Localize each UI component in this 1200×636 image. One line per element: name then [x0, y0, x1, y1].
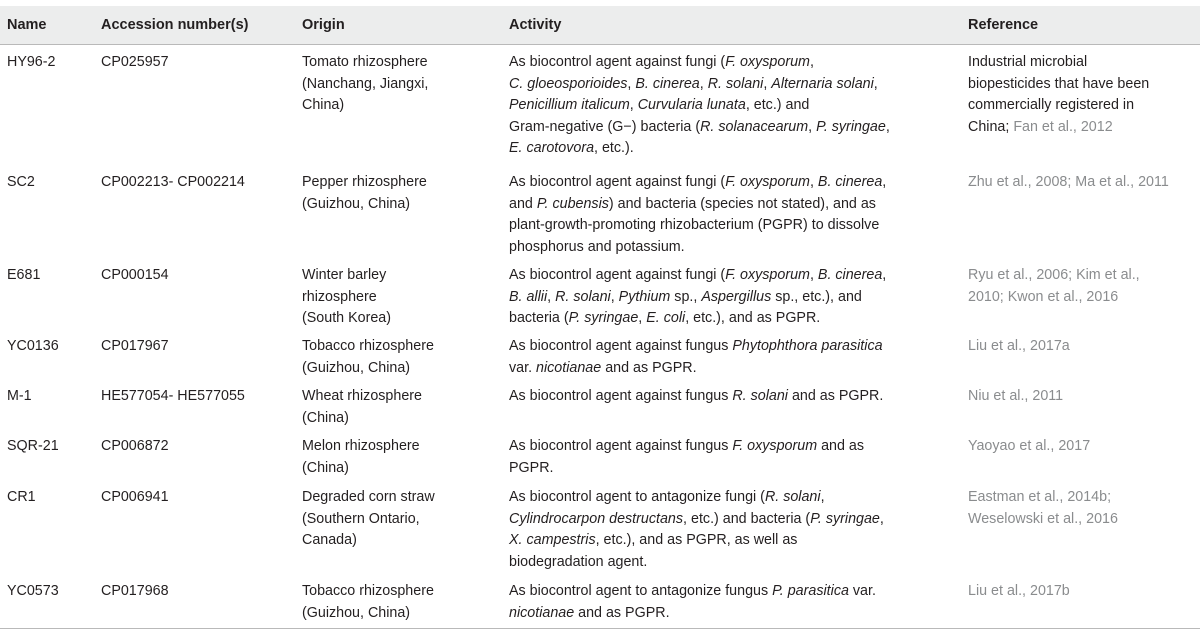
cell-line: Wheat rhizosphere [302, 388, 422, 404]
table-row [0, 336, 1200, 384]
cell-name: YC0573 [7, 583, 59, 599]
cell-line: Melon rhizosphere [302, 438, 420, 454]
cell-reference [968, 52, 1200, 138]
cell-line: As biocontrol agent against fungi (F. oxysporum, B. cinerea, [509, 267, 887, 283]
cell-line: biopesticides that have been [968, 75, 1150, 92]
cell-line: (Nanchang, Jiangxi, [302, 75, 429, 92]
cell-line: commercially registered in [968, 97, 1135, 113]
cell-origin [302, 487, 502, 552]
reference-link[interactable]: Fan et al., 2012 [1013, 118, 1113, 135]
cell-line: Ryu et al., 2006; Kim et al., [968, 267, 1140, 283]
cell-line: phosphorus and potassium. [509, 238, 685, 255]
table-header [0, 6, 1200, 44]
cell-name: M-1 [7, 388, 32, 404]
table-row [0, 386, 1200, 434]
cell-name: CR1 [7, 489, 36, 505]
cell-reference[interactable] [968, 265, 1200, 308]
cell-accession: CP025957 [101, 54, 169, 70]
header-origin: Origin [302, 17, 345, 33]
table-bottom-rule [0, 628, 1200, 629]
cell-accession: CP017967 [101, 338, 169, 354]
cell-reference[interactable] [968, 336, 1200, 358]
table-row [0, 487, 1200, 579]
cell-line: E. carotovora, etc.). [509, 140, 634, 156]
cell-line: As biocontrol agent to antagonize fungi (R. solani, [509, 489, 825, 505]
header-rule [0, 44, 1200, 45]
cell-line: and P. cubensis) and bacteria (species not stated), and as [509, 195, 876, 212]
cell-line: Degraded corn straw [302, 489, 435, 505]
cell-accession: CP002213- CP002214 [101, 174, 245, 190]
cell-line: Eastman et al., 2014b; [968, 489, 1112, 505]
cell-line: Cylindrocarpon destructans, etc.) and bacteria (P. syringae, [509, 510, 884, 527]
cell-origin [302, 52, 502, 117]
cell-line: bacteria (P. syringae, E. coli, etc.), and as PGPR. [509, 310, 821, 326]
table-row [0, 52, 1200, 168]
cell-line: Niu et al., 2011 [968, 388, 1064, 404]
cell-line: Winter barley [302, 267, 387, 283]
cell-line: nicotianae and as PGPR. [509, 604, 670, 621]
cell-line: X. campestris, etc.), and as PGPR, as well as [509, 532, 798, 548]
header-name: Name [7, 17, 47, 33]
cell-line: As biocontrol agent to antagonize fungus P. parasitica var. [509, 583, 876, 599]
cell-line: Tomato rhizosphere [302, 54, 428, 70]
cell-line: 2010; Kwon et al., 2016 [968, 288, 1119, 305]
reference-prefix: China; [968, 118, 1014, 135]
cell-line: C. gloeosporioides, B. cinerea, R. solani, Alternaria solani, [509, 75, 878, 92]
cell-accession: CP006872 [101, 438, 169, 454]
cell-name: SC2 [7, 174, 35, 190]
cell-reference[interactable] [968, 581, 1200, 603]
cell-line: As biocontrol agent against fungus R. solani and as PGPR. [509, 388, 884, 404]
cell-origin [302, 581, 502, 624]
cell-reference[interactable] [968, 436, 1200, 458]
cell-line: Tobacco rhizosphere [302, 583, 434, 599]
cell-activity [509, 265, 949, 330]
cell-reference[interactable] [968, 172, 1200, 194]
cell-line: (Guizhou, China) [302, 604, 411, 621]
cell-line: As biocontrol agent against fungi (F. oxysporum, B. cinerea, [509, 174, 887, 190]
header-activity: Activity [509, 17, 562, 33]
cell-origin [302, 386, 502, 429]
cell-line: (Southern Ontario, [302, 510, 420, 527]
cell-line: (China) [302, 409, 349, 426]
cell-line: As biocontrol agent against fungi (F. oxysporum, [509, 54, 814, 70]
cell-line: As biocontrol agent against fungus F. oxysporum and as [509, 438, 865, 454]
cell-line: B. allii, R. solani, Pythium sp., Aspergillus sp., etc.), and [509, 288, 862, 305]
cell-name: YC0136 [7, 338, 59, 354]
cell-line: China) [302, 97, 345, 113]
cell-reference[interactable] [968, 386, 1200, 408]
cell-activity [509, 436, 949, 479]
cell-line: Yaoyao et al., 2017 [968, 438, 1091, 454]
cell-accession: HE577054- HE577055 [101, 388, 245, 404]
header-accession: Accession number(s) [101, 17, 249, 33]
cell-line: (Guizhou, China) [302, 195, 411, 212]
cell-line: plant-growth-promoting rhizobacterium (PGPR) to dissolve [509, 217, 880, 233]
cell-line: Liu et al., 2017b [968, 583, 1070, 599]
cell-name: HY96-2 [7, 54, 56, 70]
cell-line: As biocontrol agent against fungus Phytophthora parasitica [509, 338, 883, 354]
cell-activity [509, 386, 949, 408]
cell-line: (Guizhou, China) [302, 359, 411, 376]
cell-line: var. nicotianae and as PGPR. [509, 359, 697, 376]
cell-origin [302, 336, 502, 379]
cell-accession: CP000154 [101, 267, 169, 283]
cell-name: SQR-21 [7, 438, 59, 454]
table-row [0, 265, 1200, 333]
cell-line: Zhu et al., 2008; Ma et al., 2011 [968, 174, 1169, 190]
header-reference: Reference [968, 17, 1039, 33]
cell-line: (China) [302, 459, 349, 476]
cell-line: Pepper rhizosphere [302, 174, 427, 190]
table-row [0, 172, 1200, 262]
cell-line: (South Korea) [302, 310, 392, 326]
cell-accession: CP006941 [101, 489, 169, 505]
cell-reference[interactable] [968, 487, 1200, 530]
cell-line: Weselowski et al., 2016 [968, 510, 1118, 527]
cell-activity [509, 172, 949, 258]
cell-name: E681 [7, 267, 41, 283]
cell-line: biodegradation agent. [509, 553, 648, 570]
cell-line: Gram-negative (G−) bacteria (R. solanacearum, P. syringae, [509, 118, 890, 135]
cell-line: rhizosphere [302, 288, 377, 305]
cell-activity [509, 581, 949, 624]
cell-activity [509, 487, 949, 573]
cell-line: Penicillium italicum, Curvularia lunata, etc.) and [509, 97, 810, 113]
table-row [0, 581, 1200, 633]
cell-line [968, 117, 1200, 139]
table-row [0, 436, 1200, 484]
cell-line: Canada) [302, 532, 357, 548]
cell-accession: CP017968 [101, 583, 169, 599]
cell-activity [509, 336, 949, 379]
cell-activity [509, 52, 949, 160]
cell-line: Tobacco rhizosphere [302, 338, 434, 354]
cell-origin [302, 436, 502, 479]
cell-line: Liu et al., 2017a [968, 338, 1070, 354]
cell-origin [302, 265, 502, 330]
cell-line: Industrial microbial [968, 54, 1088, 70]
cell-origin [302, 172, 502, 215]
cell-line: PGPR. [509, 459, 554, 476]
